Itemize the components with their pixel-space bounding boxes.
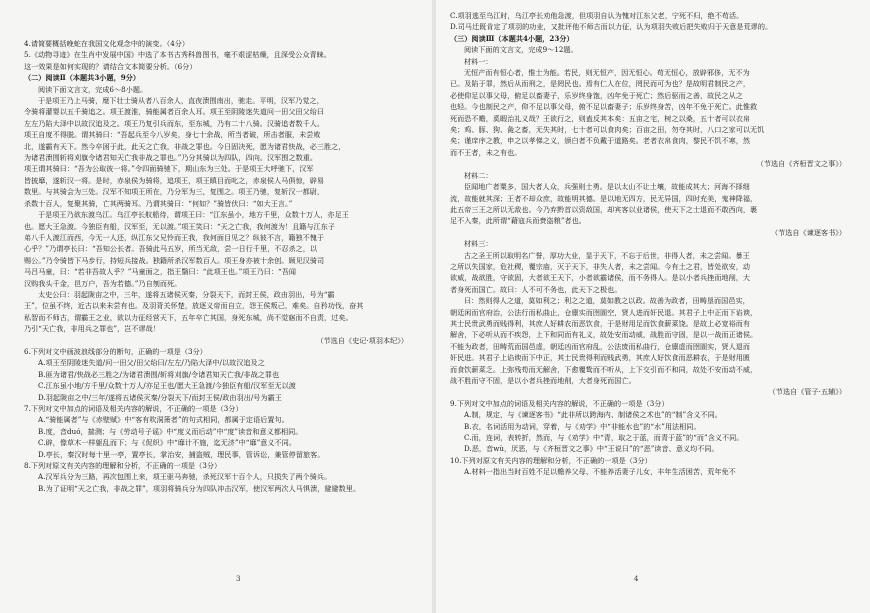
text-line: 也轻。今也制民之产，仰不足以事父母，俯不足以畜妻子；乐岁终身苦，凶年不免于死亡。此惟救 <box>450 102 758 112</box>
text-line: （节选自《齐桓晋文之事》） <box>756 159 846 169</box>
text-line: 曰：然则得人之道，莫如利之；利之之道，莫如教之以政。故善为政者，田畴垦而国邑实， <box>464 296 750 306</box>
text-line: 而食饮薪菜乏。上弥残苟而无解舍，下愈覆鸷而不听从，上下交引而不和同，故处不安而动不威， <box>450 364 758 374</box>
text-line: 矣；谨庠序之教，申之以孝悌之义，颁白者不负戴于道路矣。老者衣帛食肉，黎民不饥不寒，然 <box>450 136 751 146</box>
text-line: 也。愿大王急渡。今独臣有船，汉军至，无以渡。”项王笑曰：“天之亡我，我何渡为！且籍与江东子 <box>24 221 335 231</box>
text-line: 私智而不师古，谓霸王之业，欲以力征经营天下，五年卒亡其国，身死东城，尚不觉寤而不自责，过矣。 <box>24 312 353 322</box>
text-line: 战不胜而守不固，是以小者兵挫而地削，大者身死而国亡。 <box>450 376 636 385</box>
text-line: 6.下列对文中画波浪线部分的断句，正确的一项是（3分） <box>24 346 207 356</box>
page-number: 4 <box>634 575 639 583</box>
text-line: 马吕马童，曰：“若非吾故人乎？”马童面之，指王翳曰：“此项王也。”项王乃曰：“吾闻 <box>24 267 297 277</box>
text-line: 欲威，战欲胜，守欲固，大者欲王天下，小者欲霸诸侯，而不务得人。是以小者兵挫而地削，大 <box>450 273 751 283</box>
text-line: （二）阅读Ⅱ（本题共3小题，9分） <box>24 73 141 83</box>
text-line: D.亭长，秦汉时每十里一亭，置亭长，掌治安，捕盗贼，理民事，管诉讼，兼管停留旅客。 <box>38 449 325 459</box>
text-line: 必使仰足以事父母，俯足以畜妻子，乐岁终身饱，凶年免于死亡；然后驱而之善，故民之从之 <box>450 90 743 100</box>
text-line: B.度，音duó，揣测；与《劳动号子谣》中“度义而后动”中“度”读音和意义都相同。 <box>38 426 303 436</box>
text-line: 阅读下面文言文，完成6～8小题。 <box>38 84 148 94</box>
text-line: （节选自《管子·五辅》） <box>768 387 846 397</box>
text-line: 项王自度不得脱。谓其骑曰：“吾起兵至今八岁矣，身七十余战，所当者破，所击者服，未尝败 <box>24 130 321 140</box>
right-page <box>436 0 870 613</box>
text-line: 10.下列对原文有关内容的理解和分析，不正确的一项是（3分） <box>450 455 652 465</box>
text-line: 为诸君溃围斩将刈旗令诸君知天亡我非战之罪也。”乃分其骑以为四队，四向。汉军围之数重。 <box>24 153 318 163</box>
text-line: 乃引“天亡我，非用兵之罪也”，岂不谬哉！ <box>24 324 160 334</box>
text-line: 9.下列对文中加点的词语及相关内容的解说，不正确的一项是（3分） <box>450 398 669 408</box>
text-line: （节选自《谏逐客书》） <box>770 227 846 237</box>
text-line: （节选自《史记·项羽本纪》） <box>316 335 408 345</box>
text-line: B.匪为诸君/快战必三胜之/为诸君溃围/斩将刈旗/令诸君知天亡我/非战之罪也 <box>38 369 280 379</box>
text-line: 古之圣王所以取明名广誉，厚功大业，显于天下，不忘于后世，非得人者，未之尝闻。暴王 <box>464 250 750 260</box>
text-line: A.项王至阴陵迷失道/问一田父/田父绐曰/左左/乃陷大泽中/以故汉追及之 <box>38 358 265 368</box>
text-line: 阅读下面的文言文，完成9～12题。 <box>464 45 578 55</box>
text-line: 不能为政者，田畴荒而国邑虚，朝廷凶而官府乱，公法废而私曲行，仓廪虚而囹圄实，贤人退而 <box>450 341 751 351</box>
text-line: 此五帝三王之所以无敌也。今乃弃黔首以资敌国，却宾客以业诸侯，使天下之士退而不敢西向，裹 <box>450 204 758 214</box>
text-line: 令骑将灌婴以五千骑追之。项王渡淮，骑能属者百余人耳。项王至阴陵迷失道问一田父田父绐曰 <box>24 107 325 117</box>
left-page <box>0 0 432 613</box>
text-line: D.羽起陇亩之中/三年/遂将五诸侯灭秦/分裂天下/而封王侯/政由羽出/号为霸王 <box>38 392 282 402</box>
text-line: 足不入秦，此所谓“藉寇兵而赍盗粮”者也。 <box>450 216 586 226</box>
text-line: 朝廷闲而官府治，公法行而私曲止，仓廪实而囹圄空，贤人进而奸民退。其君子上中正而下谄谀， <box>450 307 758 317</box>
text-line: 王”，位虽不终，近古以来未尝有也。及羽背关怀楚，放逐义帝而自立，怨王侯叛己，难矣。自矜功伐，奋其 <box>24 301 364 311</box>
text-line: A.材料一指出当时百姓不足以赡养父母、不能养活妻子儿女，丰年生活困苦，荒年免不 <box>464 467 736 477</box>
left-page-text <box>24 38 422 494</box>
text-line: 奸民进。其君子上谄谀而下中正，其士民贵得利而贱武勇，其庶人好饮食而恶耕农，于是财用匮 <box>450 353 751 363</box>
text-line: 材料一： <box>464 56 493 66</box>
text-line: 心乎？”乃谓亭长曰：“吾知公长者。吾骑此马五岁，所当无敌，尝一日行千里，不忍杀之，以 <box>24 244 318 254</box>
text-line: 无恒产而有恒心者，惟士为能。若民，则无恒产，因无恒心。苟无恒心，放辟邪侈，无不为 <box>464 68 750 78</box>
text-line: 5.《动物寻迹》在生肖中发展中国》中选了本书古秀科兽图书，毫不艰涩枯燥，且深受公众青睐。 <box>24 50 331 60</box>
text-line: C.项羽逃至乌江时，乌江亭长劝他急渡，但项羽自认为愧对江东父老，宁死不归，绝不苟活。 <box>450 11 744 20</box>
text-line: 赐公。”乃令骑皆下马步行，持短兵接战。独籍所杀汉军数百人。项王身亦被十余创。顾见汉骑司 <box>24 255 325 265</box>
right-page-text <box>450 10 860 478</box>
text-line: 材料三： <box>464 239 493 249</box>
text-line: 臣闻地广者粟多，国大者人众，兵强则士勇。是以太山不让土壤，故能成其大；河海不择细 <box>464 182 750 192</box>
text-line: 其士民贵武勇而贱得利，其庶人好耕农而恶饮食，于是财用足而饮食薪菜饶。是故上必宽裕而有 <box>450 318 751 328</box>
text-line: （三）阅读Ⅲ（本题共4小题，23分） <box>450 33 574 43</box>
text-line: C.江东虽小地/方千里/众数十万人/亦足王也/愿大王急渡/今独臣有船/汉军至无以渡 <box>38 381 296 391</box>
text-line: 之所以失国家，危社稷，覆宗庙，灭于天下，非失人者，未之尝闻。今有土之君，皆处欲安，动 <box>450 261 751 271</box>
text-line: 数里。与其骑会为三处。汉军不知项王所在，乃分军为三，复围之。项王乃驰，复斩汉一都尉， <box>24 187 325 197</box>
text-line: 流，故能就其深；王者不却众庶，故能明其德。是以地无四方，民无异国，四时充美，鬼神降福， <box>450 193 758 203</box>
text-line: 解舍，下必听从而不疾怨，上下和同而有礼义，故处安而动威，战胜而守固，是以一战而正诸侯。 <box>450 330 758 340</box>
text-line: 这一效果是如何实现的？请结合文本简要分析。（6分） <box>24 61 197 71</box>
text-line: B.为了证明“天之亡我，非战之罪”，项羽将骑兵分为四队冲击汉军，使汉军两次人马惧溃，避避数里。 <box>38 483 361 493</box>
text-line: C.而，连词，表转折，然而，与《劝学》中“青，取之于蓝，而青于蓝”的“而”含义不同。 <box>464 433 744 443</box>
text-line: C.辟，像草木一样躯乱而下；与《促织》中“靡计不施，迄无济”中“靡”意义不同。 <box>38 438 296 448</box>
text-line: 左左乃陷大泽中以故汉追及之。项王乃复引兵而东，至东城，乃有二十八骑。汉骑追者数千人。 <box>24 118 325 128</box>
text-line: 弟八千人渡江而西，今无一人还，纵江东父兄怜而王我，我何面目见之？纵彼不言，籍独不愧于 <box>24 232 325 242</box>
text-line: 矣；鸡、豚、狗、彘之畜，无失其时，七十者可以食肉矣；百亩之田，勿夺其时，八口之家可以无饥 <box>450 125 765 135</box>
text-line: B.衣，名词活用为动词，穿着，与《劝学》中“非能水也”的“水”用法相同。 <box>464 421 701 431</box>
text-line: D.司马迁既肯定了项羽的功业，又批评他不师古而以力征，认为项羽失败后把失败归于天意是荒谬的。 <box>450 22 773 32</box>
text-line: 汉购我头千金，邑万户，吾为若德。”乃自刎而死。 <box>24 278 182 288</box>
text-line: D.恶，音wù，厌恶，与《齐桓晋文之事》中“王说曰”的“恶”读音、意义均不同。 <box>464 444 719 454</box>
text-line: 于是项王乃欲东渡乌江。乌江亭长舣船待，谓项王曰：“江东虽小，地方千里，众数十万人，亦足王 <box>38 210 349 220</box>
text-line: 北，遂霸有天下。然今卒困于此，此天之亡我，非战之罪也。今日固决死，愿为诸君快战，必三胜之， <box>24 141 346 151</box>
text-line: 4.请简要概括晚蛇在我国文化观念中的演变。（4分） <box>24 39 190 48</box>
text-line: 太史公曰：羽起陇亩之中，三年，遂将五诸侯灭秦，分裂天下，而封王侯，政由羽出，号为“霸 <box>38 289 335 299</box>
text-line: 7.下列对文中加点的词语及相关内容的解说，不正确的一项是（3分） <box>24 404 243 413</box>
text-line: A.制，规定，与《谏逐客书》“此非所以跨海内、制诸侯之术也”的“制”含义不同。 <box>464 410 722 420</box>
text-line: 而不王者，未之有也。 <box>450 147 522 157</box>
text-line: A.“骑能属者”与《赤壁赋》中“客有吹洞箫者”的句式相同，都属于定语后置句。 <box>38 415 289 425</box>
text-line: 者身死而国亡。故曰：人不可不务也，此天下之极也。 <box>450 284 622 294</box>
text-line: 已。及陷于罪，然后从而刑之，是罔民也。焉有仁人在位，罔民而可为也？是故明君制民之产， <box>450 79 751 89</box>
text-line: 杀数十百人，复聚其骑，亡其两骑耳。乃谓其骑曰：“何如？”骑皆伏曰：“如大王言。” <box>24 198 293 208</box>
text-line: 项王谓其骑曰：“吾为公取彼一将。”令四面骑驰下，期山东为三处。于是项王大呼驰下，汉军 <box>24 164 314 174</box>
text-line: 材料二： <box>464 170 493 180</box>
text-line: 皆披靡，遂斩汉一将。是时，赤泉侯为骑将，追项王，项王瞋目而叱之，赤泉侯人马俱惊，辟易 <box>24 175 325 185</box>
text-line: 于是项王乃上马骑，麾下壮士骑从者八百余人，直夜溃围南出，驰走。平明，汉军乃觉之， <box>38 96 324 106</box>
text-line: A.汉军兵分为三路，再次包围上来，项王驱马奔驰，杀死汉军十百个人，只损失了两个骑兵。 <box>38 472 332 482</box>
text-line: 死而恐不赡，奚暇治礼义哉？王欲行之，则盍反其本矣：五亩之宅，树之以桑，五十者可以衣帛 <box>450 113 751 123</box>
text-line: 8.下列对原文有关内容的理解和分析，不正确的一项是（3分） <box>24 461 222 471</box>
page-number: 3 <box>236 575 241 583</box>
